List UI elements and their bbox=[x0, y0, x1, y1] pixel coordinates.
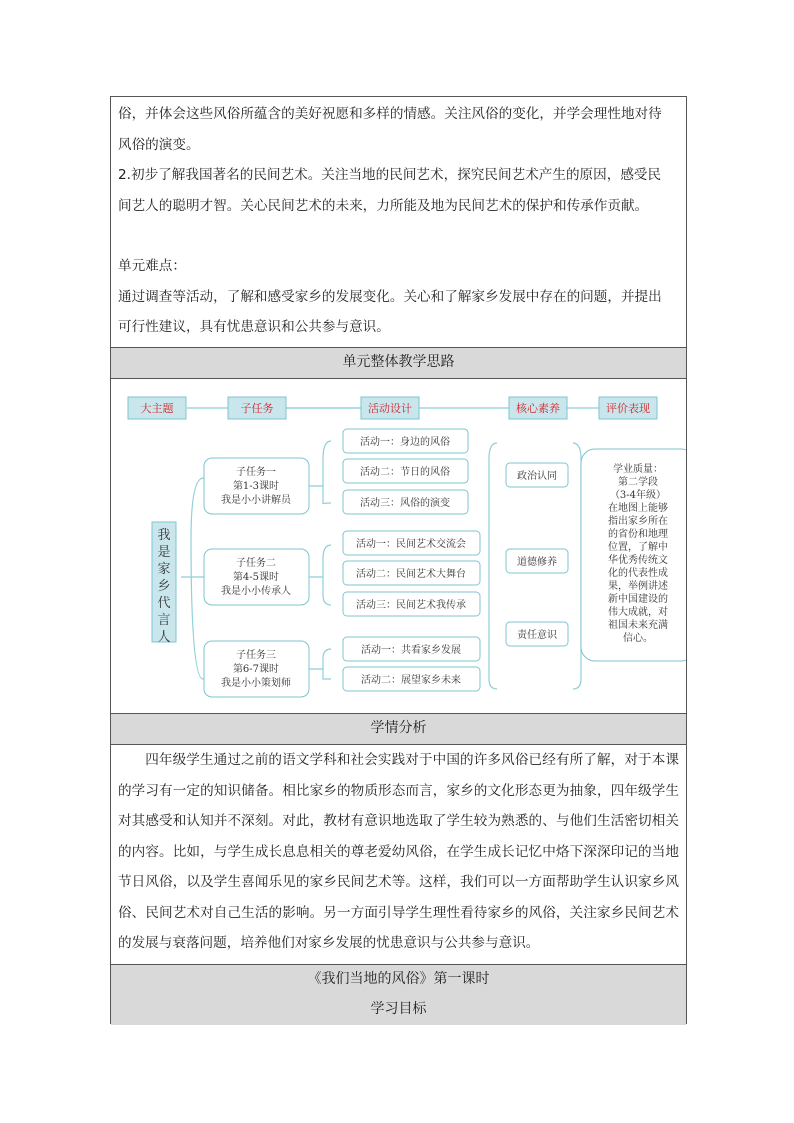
literacy-1-label: 政治认同 bbox=[517, 471, 557, 482]
activity-2-label: 活动二：节日的风俗 bbox=[360, 467, 450, 478]
evaluation-line-11: 新中国建设的 bbox=[608, 594, 668, 605]
literacy-box-3 bbox=[506, 622, 568, 646]
column-header-4-label: 核心素养 bbox=[516, 402, 560, 415]
subtask-2-role: 我是小小传承人 bbox=[221, 586, 291, 597]
learning-goals-title: 学习目标 bbox=[370, 1001, 427, 1017]
flow-diagram bbox=[111, 379, 686, 712]
subtask-2-name: 子任务二 bbox=[236, 558, 276, 569]
evaluation-line-9: 化的代表性成 bbox=[608, 568, 668, 579]
activity-8-label: 活动二：展望家乡未来 bbox=[361, 675, 461, 686]
subtask-3-role: 我是小小策划师 bbox=[221, 678, 291, 689]
evaluation-line-4: 在地图上能够 bbox=[608, 503, 668, 514]
difficulty-label: 单元难点： bbox=[118, 258, 186, 274]
literacy-box-1 bbox=[506, 463, 568, 487]
subtask-1-name: 子任务一 bbox=[236, 467, 276, 478]
activity-6-label: 活动三：民间艺术我传承 bbox=[356, 600, 466, 611]
lesson-title-header bbox=[111, 964, 686, 995]
difficulty-line-1: 通过调查等活动，了解和感受家乡的发展变化。关心和了解家乡发展中存在的问题，并提出 bbox=[118, 288, 662, 305]
activity-box-3 bbox=[343, 490, 468, 514]
theme-char-6: 言 bbox=[157, 613, 171, 628]
activity-box-5 bbox=[343, 561, 480, 585]
literacy-3-label: 责任意识 bbox=[517, 630, 557, 641]
subtask-1-role: 我是小小讲解员 bbox=[221, 495, 291, 506]
literacy-2-label: 道德修养 bbox=[517, 557, 557, 568]
column-header-2 bbox=[228, 397, 286, 419]
theme-char-7: 人 bbox=[157, 630, 171, 645]
activity-7-label: 活动一：共看家乡发展 bbox=[361, 645, 461, 656]
evaluation-line-8: 华优秀传统文 bbox=[608, 555, 668, 566]
evaluation-line-3: （3-4年级） bbox=[609, 490, 667, 501]
activity-box-1 bbox=[343, 429, 468, 453]
activity-3-label: 活动三：风俗的演变 bbox=[360, 498, 450, 509]
goals-line-1: 俗，并体会这些风俗所蕴含的美好祝愿和多样的情感。关注风俗的变化，并学会理性地对待 bbox=[118, 106, 662, 122]
activity-5-label: 活动二：民间艺术大舞台 bbox=[356, 569, 466, 580]
activity-box-6 bbox=[343, 592, 480, 616]
learning-analysis-text: 四年级学生通过之前的语文学科和社会实践对于中国的许多风俗已经有所了解，对于本课的学习有一定的知识储备。相比家乡的物质形态而言，家乡的文化形态更为抽象，四年级学生对其感受和认知并不深刻。对此，教材有意识地选取了学生较为熟悉的、与他们生活密切相关的内容。比如，与学生成长息息相关的尊老爱幼风俗，在学生成长记忆中烙下深深印记的当地节日风俗，以及学生喜闻乐见的家乡民间艺术等。这样，我们可以一方面帮助学生认识家乡风俗、民间艺术对自己生活的影响。另一方面引导学生理性看待家乡的风俗，关注家乡民间艺术的发展与衰落问题，培养他们对家乡发展的忧患意识与公共参与意识。 bbox=[118, 752, 679, 951]
goals-line-2: 风俗的演变。 bbox=[118, 136, 200, 153]
subtask-box-3 bbox=[204, 641, 309, 697]
column-header-5 bbox=[599, 397, 657, 419]
theme-box bbox=[152, 522, 176, 645]
theme-char-2: 是 bbox=[157, 545, 171, 560]
learning-analysis-title: 学情分析 bbox=[370, 720, 427, 736]
learning-analysis-cell bbox=[111, 744, 686, 964]
column-header-3-label: 活动设计 bbox=[368, 402, 412, 415]
evaluation-line-12: 伟大成就，对 bbox=[608, 607, 668, 618]
subtask-3-hours: 第6-7课时 bbox=[232, 664, 280, 675]
column-header-4 bbox=[509, 397, 567, 419]
goals-line-3: 2.初步了解我国著名的民间艺术。关注当地的民间艺术，探究民间艺术产生的原因，感受民 bbox=[118, 167, 662, 183]
theme-char-4: 乡 bbox=[157, 579, 171, 594]
literacy-box-2 bbox=[506, 549, 568, 573]
evaluation-line-6: 的省份和地理 bbox=[608, 529, 668, 540]
goals-line-4: 间艺人的聪明才智。关心民间艺术的未来，力所能及地为民间艺术的保护和传承作贡献。 bbox=[118, 197, 649, 214]
subtask-2-hours: 第4-5课时 bbox=[232, 572, 280, 583]
teaching-plan-header bbox=[111, 347, 686, 378]
subtask-box-2 bbox=[204, 549, 309, 605]
activity-4-label: 活动一：民间艺术交流会 bbox=[356, 539, 466, 550]
blank-line bbox=[118, 221, 679, 251]
document-table bbox=[110, 96, 687, 1024]
column-header-2-label: 子任务 bbox=[240, 402, 274, 415]
evaluation-line-10: 果，举例讲述 bbox=[608, 581, 668, 592]
column-header-1-label: 大主题 bbox=[140, 402, 174, 415]
evaluation-line-1: 学业质量： bbox=[613, 464, 663, 475]
lesson-title: 《我们当地的风俗》第一课时 bbox=[307, 971, 490, 987]
column-header-3 bbox=[361, 397, 419, 419]
evaluation-line-7: 位置，了解中 bbox=[608, 542, 668, 553]
theme-char-5: 代 bbox=[157, 596, 171, 611]
activity-1-label: 活动一：身边的风俗 bbox=[360, 437, 450, 448]
theme-char-1: 我 bbox=[157, 528, 171, 543]
evaluation-line-13: 祖国未来充满 bbox=[608, 620, 668, 631]
evaluation-line-2: 第二学段 bbox=[618, 477, 658, 488]
subtask-3-name: 子任务三 bbox=[236, 650, 276, 661]
subtask-1-hours: 第1-3课时 bbox=[232, 481, 280, 492]
evaluation-line-14: 信心。 bbox=[623, 633, 653, 644]
teaching-plan-title: 单元整体教学思路 bbox=[342, 354, 455, 370]
activity-box-2 bbox=[343, 459, 468, 483]
learning-analysis-header bbox=[111, 713, 686, 744]
column-header-1 bbox=[128, 397, 186, 419]
theme-char-3: 家 bbox=[157, 562, 171, 577]
column-header-5-label: 评价表现 bbox=[606, 402, 650, 415]
unit-goals-cell bbox=[111, 97, 686, 347]
teaching-plan-diagram bbox=[111, 378, 686, 713]
evaluation-box bbox=[581, 449, 686, 661]
activity-box-7 bbox=[343, 637, 480, 661]
evaluation-line-5: 指出家乡所在 bbox=[608, 516, 668, 527]
activity-box-8 bbox=[343, 667, 480, 691]
learning-goals-header bbox=[111, 995, 686, 1025]
activity-box-4 bbox=[343, 531, 480, 555]
subtask-box-1 bbox=[204, 458, 309, 514]
difficulty-line-2: 可行性建议，具有忧患意识和公共参与意识。 bbox=[118, 319, 390, 335]
